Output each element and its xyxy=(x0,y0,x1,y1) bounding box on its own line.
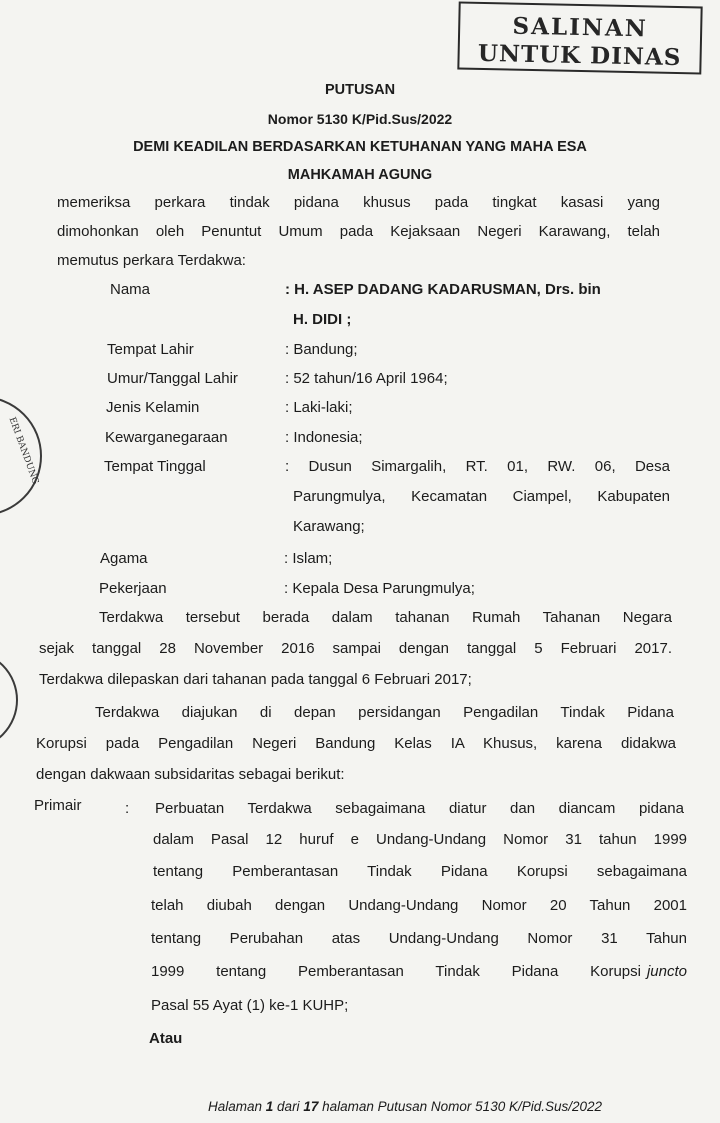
footer-pre: Halaman xyxy=(208,1099,266,1114)
identity-label-tempat-lahir: Tempat Lahir xyxy=(107,341,194,358)
footer-mid: dari xyxy=(273,1099,304,1114)
intro-line-2: dimohonkan oleh Penuntut Umum pada Kejaksaan Negeri Karawang, telah xyxy=(57,223,660,240)
primair-line-7: Pasal 55 Ayat (1) ke-1 KUHP; xyxy=(151,997,349,1014)
document-number: Nomor 5130 K/Pid.Sus/2022 xyxy=(267,111,453,127)
charge-intro-line-2: Korupsi pada Pengadilan Negeri Bandung Kelas IA Khusus, karena didakwa xyxy=(36,735,676,752)
primair-line-3: tentang Pemberantasan Tindak Pidana Korupsi sebagaimana xyxy=(153,863,687,880)
footer-post: halaman Putusan Nomor 5130 K/Pid.Sus/2022 xyxy=(318,1099,603,1114)
primair-colon: : xyxy=(125,800,130,817)
charge-intro-line-1: Terdakwa diajukan di depan persidangan Pengadilan Tindak Pidana xyxy=(95,704,674,721)
identity-value-nama-2: H. DIDI ; xyxy=(293,311,352,328)
identity-label-jenis-kelamin: Jenis Kelamin xyxy=(106,399,200,416)
primair-label: Primair xyxy=(34,797,82,814)
juncto-word: juncto xyxy=(646,963,687,980)
primair-line-6: 1999 tentang Pemberantasan Tindak Pidana Korupsi xyxy=(151,963,641,980)
identity-label-tempat-tinggal: Tempat Tinggal xyxy=(104,458,206,475)
identity-value-umur: : 52 tahun/16 April 1964; xyxy=(285,370,448,387)
stamp-line-1: SALINAN xyxy=(512,12,649,43)
intro-line-3: memutus perkara Terdakwa: xyxy=(57,252,246,269)
primair-line-5: tentang Perubahan atas Undang-Undang Nomor 31 Tahun xyxy=(151,930,687,947)
identity-value-nama-1: : H. ASEP DADANG KADARUSMAN, Drs. bin xyxy=(285,281,601,298)
page-footer xyxy=(208,1099,602,1114)
primair-line-1: Perbuatan Terdakwa sebagaimana diatur dan diancam pidana xyxy=(155,800,684,817)
footer-page-number: 1 xyxy=(265,1099,274,1114)
identity-label-kewarganegaraan: Kewarganegaraan xyxy=(105,429,228,446)
court-name: MAHKAMAH AGUNG xyxy=(287,167,433,183)
identity-value-pekerjaan: : Kepala Desa Parungmulya; xyxy=(284,580,475,597)
identity-value-tempat-tinggal-3: Karawang; xyxy=(293,518,365,535)
intro-line-1: memeriksa perkara tindak pidana khusus pada tingkat kasasi yang xyxy=(57,194,660,211)
identity-label-umur: Umur/Tanggal Lahir xyxy=(107,370,238,387)
identity-value-kewarganegaraan: : Indonesia; xyxy=(285,429,363,446)
detention-line-3: Terdakwa dilepaskan dari tahanan pada tanggal 6 Februari 2017; xyxy=(39,671,472,688)
charge-intro-line-3: dengan dakwaan subsidaritas sebagai berikut: xyxy=(36,766,345,783)
seal-text: ERI BANDUNG xyxy=(6,416,41,486)
primair-line-4: telah diubah dengan Undang-Undang Nomor 20 Tahun 2001 xyxy=(151,897,687,914)
identity-value-tempat-tinggal-1: : Dusun Simargalih, RT. 01, RW. 06, Desa xyxy=(285,458,670,475)
court-motto: DEMI KEADILAN BERDASARKAN KETUHANAN YANG MAHA ESA xyxy=(133,139,587,155)
primair-line-2: dalam Pasal 12 huruf e Undang-Undang Nomor 31 tahun 1999 xyxy=(153,831,687,848)
identity-value-tempat-lahir: : Bandung; xyxy=(285,341,358,358)
court-seal xyxy=(0,396,42,516)
stamp-line-2: UNTUK DINAS xyxy=(477,39,682,72)
detention-line-2: sejak tanggal 28 November 2016 sampai dengan tanggal 5 Februari 2017. xyxy=(39,640,672,657)
identity-label-agama: Agama xyxy=(100,550,148,567)
identity-value-agama: : Islam; xyxy=(284,550,333,567)
identity-label-pekerjaan: Pekerjaan xyxy=(99,580,167,597)
document-title: PUTUSAN xyxy=(324,82,396,98)
salinan-stamp xyxy=(457,1,702,74)
identity-label-nama: Nama xyxy=(110,281,151,298)
identity-value-jenis-kelamin: : Laki-laki; xyxy=(285,399,353,416)
atau-label: Atau xyxy=(149,1030,183,1047)
primair-line-6-row xyxy=(151,963,687,980)
identity-value-tempat-tinggal-2: Parungmulya, Kecamatan Ciampel, Kabupaten xyxy=(293,488,670,505)
court-seal-lower xyxy=(0,650,18,750)
detention-line-1: Terdakwa tersebut berada dalam tahanan Rumah Tahanan Negara xyxy=(99,609,672,626)
footer-total-pages: 17 xyxy=(303,1099,319,1114)
